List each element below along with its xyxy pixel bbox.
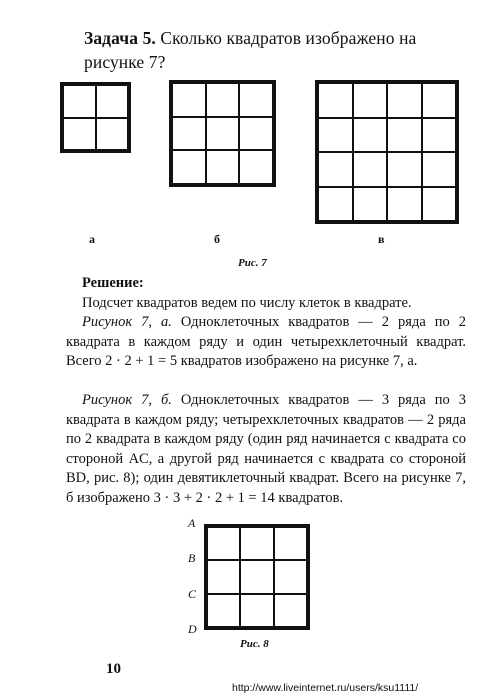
problem-number: Задача 5.: [84, 28, 156, 48]
part-b-text: Одноклеточных квадратов — 3 ряда по 3 квадрата в каждом ряду; четырехклеточных квадратов — 2 ряда по 2 квадрата в каждом ряду (один ряд начинается с квадрата со стороной AC, а другой ряд начинается с квадрата со стороной BD, рис. 8); один девятиклеточный квадрат. Всего на рисунке 7, б изображено 3 · 3 + 2 · 2 + 1 = 14 квадратов.: [66, 392, 466, 506]
figure-7b-grid: [169, 80, 276, 187]
figure-7c-label: в: [378, 232, 385, 246]
page-number: 10: [106, 661, 121, 677]
side-label-c: C: [188, 587, 197, 601]
solution-part-a: [66, 313, 466, 372]
problem-title: [84, 26, 479, 74]
figure-7a-grid: [60, 82, 131, 153]
figure-7b-label: б: [214, 232, 220, 246]
solution-part-b: [66, 391, 466, 508]
side-label-a: A: [188, 516, 196, 530]
footer-url: http://www.liveinternet.ru/users/ksu1111/: [232, 682, 419, 694]
problem-question: Сколько квадратов изображено на рисунке 7?: [84, 28, 417, 72]
figure-7c-grid: [315, 80, 459, 224]
solution-intro: [66, 294, 466, 314]
side-label-b: B: [188, 551, 196, 565]
side-label-d: D: [188, 622, 197, 636]
solution-heading: Решение:: [82, 275, 144, 291]
figure-8-grid: [204, 524, 310, 630]
part-b-reference: Рисунок 7, б.: [82, 392, 172, 408]
solution-intro-text: Подсчет квадратов ведем по числу клеток в квадрате.: [82, 295, 412, 311]
part-a-text: Одноклеточных квадратов — 2 ряда по 2 квадрата в каждом ряду и один четырехклеточный квадрат. Всего 2 · 2 + 1 = 5 квадратов изображено на рисунке 7, а.: [66, 314, 466, 369]
figure-7-caption: Рис. 7: [238, 257, 267, 269]
figure-8-caption: Рис. 8: [240, 638, 269, 650]
figure-7a-label: а: [89, 232, 95, 246]
part-a-reference: Рисунок 7, а.: [82, 314, 172, 330]
